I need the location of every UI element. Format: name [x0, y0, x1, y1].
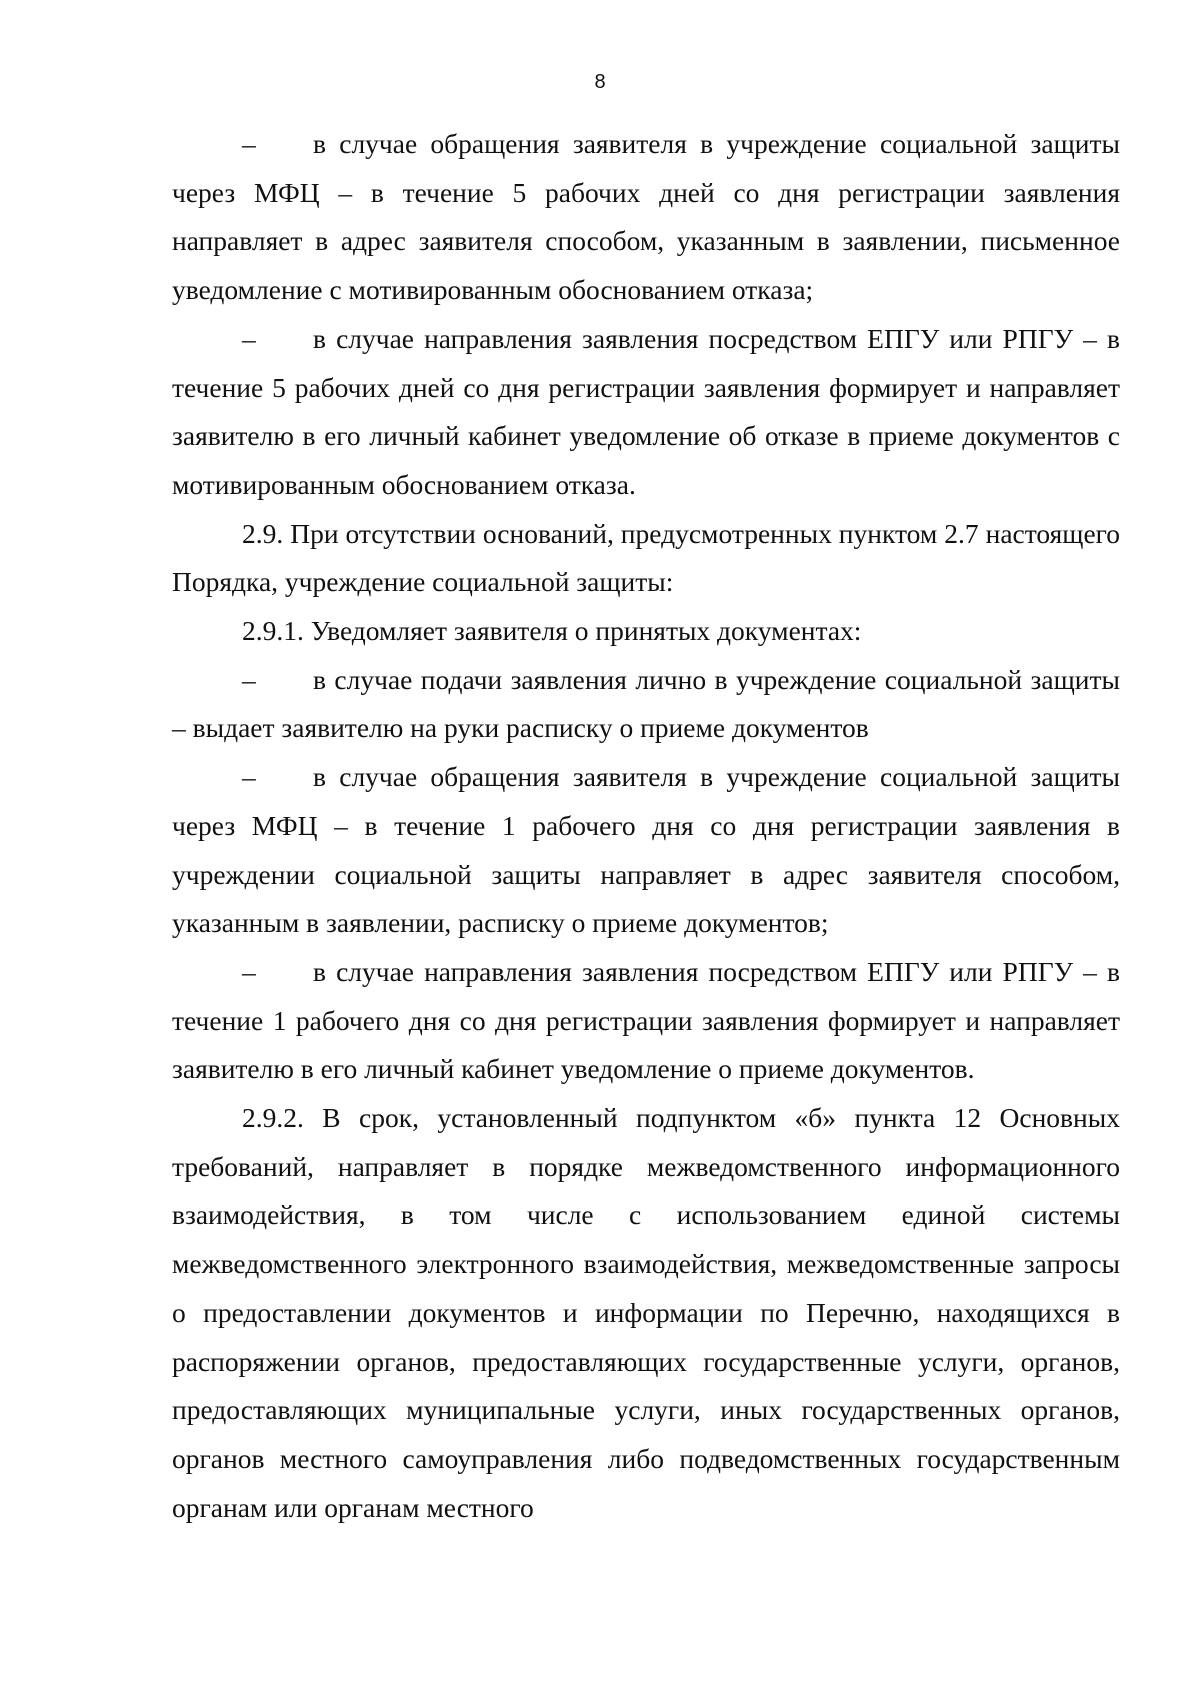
page-number: 8: [594, 71, 606, 93]
list-item-receipt-epgu: [172, 948, 1120, 1094]
paragraph-text: в случае подачи заявления лично в учреждение социальной защиты – выдает заявителю на руки расписку о приеме документов: [172, 663, 1120, 744]
list-item-refusal-mfc: [172, 120, 1120, 315]
list-item-receipt-mfc: [172, 753, 1120, 948]
dash-marker: –: [242, 955, 256, 987]
paragraph-2-9-2: 2.9.2. В срок, установленный подпунктом «б» пункта 12 Основных требований, направляет в порядке межведомственного информационного взаимодействия, в том числе с использованием единой системы межведомственного электронного взаимодействия, межведомственные запросы о предоставлении документов и информации по Перечню, находящихся в распоряжении органов, предоставляющих государственные услуги, органов, предоставляющих муниципальные услуги, иных государственных органов, органов местного самоуправления либо подведомственных государственным органам или органам местного: [172, 1102, 1120, 1523]
dash-marker: –: [242, 663, 256, 695]
paragraph-text: в случае обращения заявителя в учреждение социальной защиты через МФЦ – в течение 5 рабочих дней со дня регистрации заявления направляет в адрес заявителя способом, указанным в заявлении, письменное уведомление с мотивированным обоснованием отказа;: [172, 128, 1120, 306]
list-item-personal-submission: [172, 656, 1120, 753]
dash-marker: –: [242, 322, 256, 354]
paragraph-2-9: 2.9. При отсутствии оснований, предусмотренных пунктом 2.7 настоящего Порядка, учреждение социальной защиты:: [172, 517, 1120, 598]
document-body: [172, 120, 1120, 1532]
dash-marker: –: [242, 761, 256, 793]
paragraph-text: в случае направления заявления посредством ЕПГУ или РПГУ – в течение 5 рабочих дней со дня регистрации заявления формирует и направляет заявителю в его личный кабинет уведомление об отказе в приеме документов с мотивированным обоснованием отказа.: [172, 322, 1120, 500]
paragraph-text: в случае обращения заявителя в учреждение социальной защиты через МФЦ – в течение 1 рабочего дня со дня регистрации заявления в учреждении социальной защиты направляет в адрес заявителя способом, указанным в заявлении, расписку о приеме документов;: [172, 761, 1120, 939]
list-item-refusal-epgu: [172, 315, 1120, 510]
paragraph-text: в случае направления заявления посредством ЕПГУ или РПГУ – в течение 1 рабочего дня со дня регистрации заявления формирует и направляет заявителю в его личный кабинет уведомление о приеме документов.: [172, 955, 1120, 1085]
dash-marker: –: [242, 128, 256, 159]
paragraph-2-9-1: 2.9.1. Уведомляет заявителя о принятых документах:: [242, 615, 862, 647]
